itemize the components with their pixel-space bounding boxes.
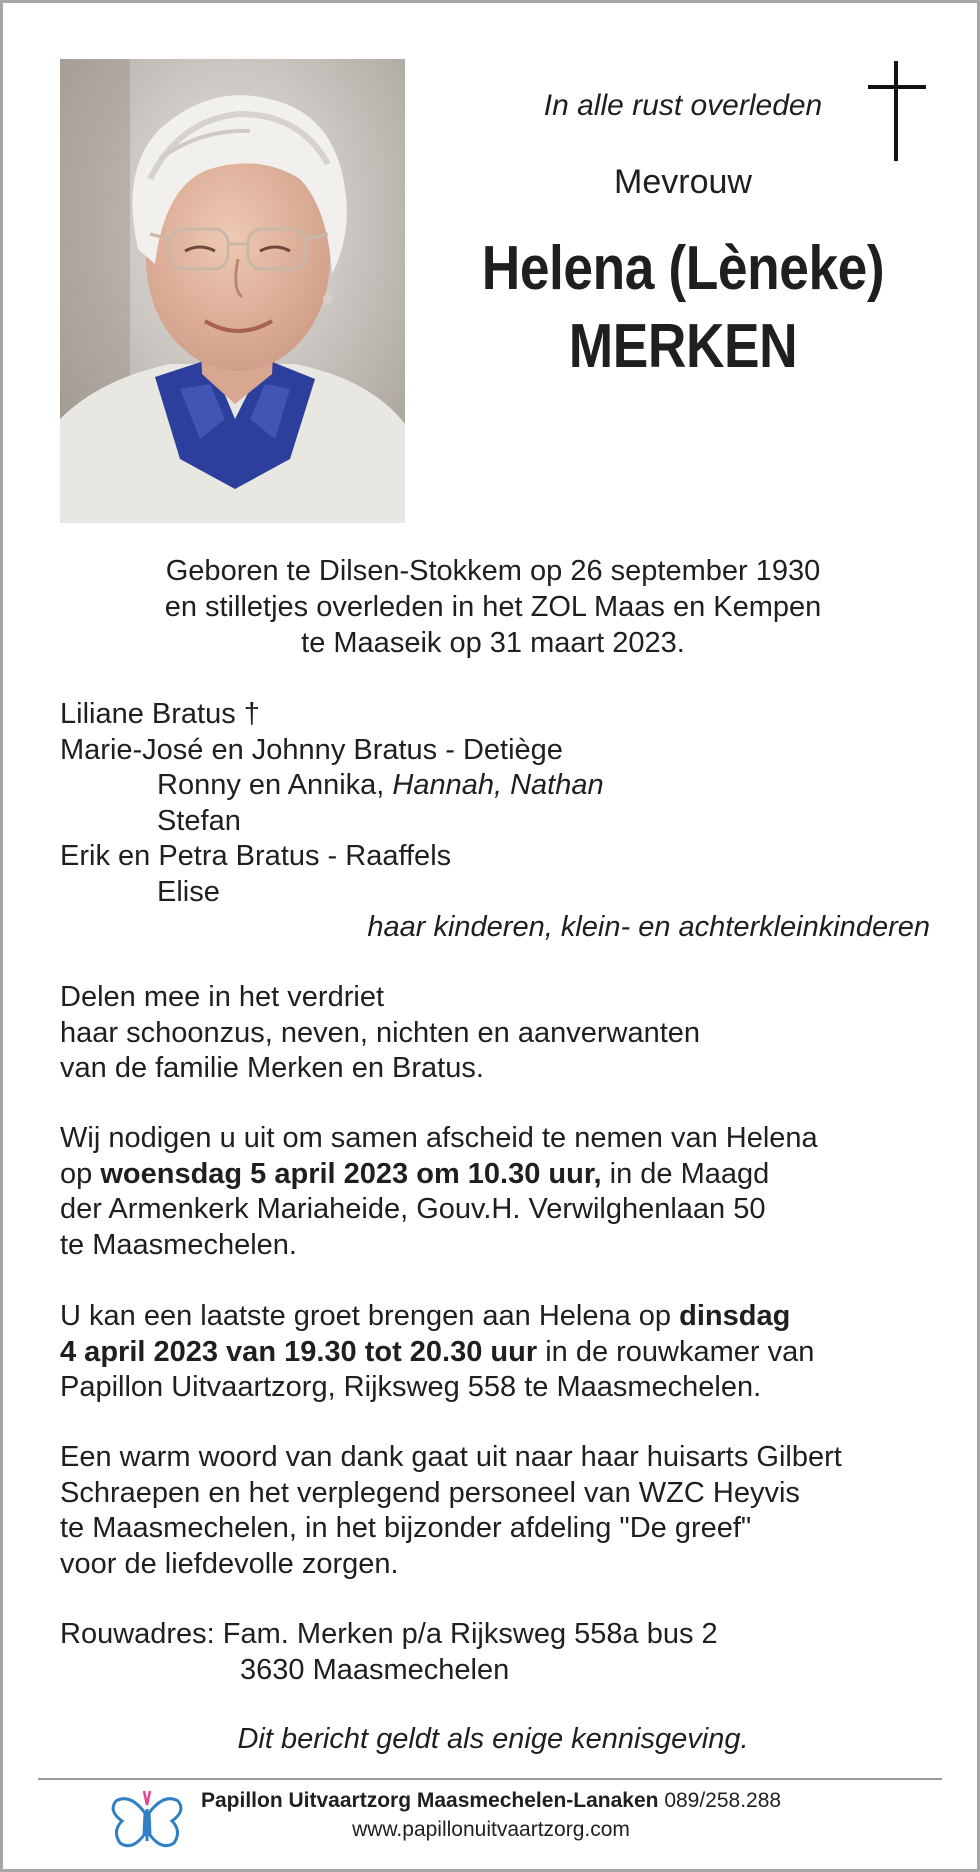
family-line: Liliane Bratus † bbox=[60, 698, 260, 730]
visitation-text: U kan een laatste groet brengen aan Helena op bbox=[60, 1300, 672, 1332]
family-list bbox=[60, 697, 930, 946]
visitation-line bbox=[60, 1299, 814, 1335]
address-line: 3630 Maasmechelen bbox=[240, 1653, 510, 1686]
grief-line: haar schoonzus, neven, nichten en aanverwanten bbox=[60, 1016, 701, 1049]
grief-paragraph bbox=[60, 980, 700, 1087]
footer-company-line bbox=[201, 1789, 781, 1813]
deceased-surname: MERKEN bbox=[568, 312, 798, 381]
funeral-text: in de Maagd bbox=[609, 1157, 770, 1190]
funeral-line: der Armenkerk Mariaheide, Gouv.H. Verwilghenlaan 50 bbox=[60, 1193, 766, 1225]
honorific: Mevrouw bbox=[614, 163, 752, 201]
birth-line: Geboren te Dilsen-Stokkem op 26 september 1930 bbox=[165, 555, 821, 587]
family-caption: haar kinderen, klein- en achterkleinkinderen bbox=[367, 911, 930, 943]
portrait-photo bbox=[60, 59, 405, 523]
family-line: Elise bbox=[157, 875, 220, 908]
funeral-text: op bbox=[60, 1157, 93, 1190]
intro-text: In alle rust overleden bbox=[543, 89, 823, 122]
funeral-line: te Maasmechelen. bbox=[60, 1228, 297, 1261]
funeral-line: Wij nodigen u uit om samen afscheid te nemen van Helena bbox=[60, 1122, 818, 1154]
family-line bbox=[60, 768, 930, 804]
death-place-line: te Maaseik op 31 maart 2023. bbox=[301, 627, 685, 659]
funeral-paragraph bbox=[60, 1121, 818, 1263]
death-line: en stilletjes overleden in het ZOL Maas en Kempen bbox=[164, 591, 822, 623]
funeral-datetime: woensdag 5 april 2023 om 10.30 uur, bbox=[100, 1157, 602, 1190]
company-website[interactable]: www.papillonuitvaartzorg.com bbox=[352, 1818, 630, 1841]
thanks-line: voor de liefdevolle zorgen. bbox=[60, 1547, 399, 1580]
family-names: Ronny en Annika, bbox=[157, 769, 385, 801]
visitation-line bbox=[60, 1335, 814, 1371]
company-name: Papillon Uitvaartzorg Maasmechelen-Lanaken bbox=[201, 1789, 659, 1812]
visitation-datetime: 4 april 2023 van 19.30 tot 20.30 uur bbox=[60, 1335, 538, 1368]
closing-notice: Dit bericht geldt als enige kennisgeving. bbox=[237, 1723, 749, 1755]
family-line: Stefan bbox=[157, 804, 241, 837]
thanks-paragraph bbox=[60, 1440, 842, 1582]
visitation-paragraph bbox=[60, 1299, 814, 1406]
company-phone[interactable]: 089/258.288 bbox=[664, 1789, 782, 1812]
grief-line: Delen mee in het verdriet bbox=[60, 981, 384, 1013]
footer-divider bbox=[38, 1778, 942, 1780]
butterfly-logo-icon bbox=[108, 1783, 186, 1853]
grief-line: van de familie Merken en Bratus. bbox=[60, 1052, 484, 1084]
address-line: Rouwadres: Fam. Merken p/a Rijksweg 558a bus 2 bbox=[60, 1618, 718, 1650]
thanks-line: Een warm woord van dank gaat uit naar haar huisarts Gilbert bbox=[60, 1441, 842, 1473]
mourning-address bbox=[60, 1617, 718, 1688]
thanks-line: Schraepen en het verplegend personeel van WZC Heyvis bbox=[60, 1476, 800, 1509]
portrait-illustration bbox=[60, 59, 405, 523]
family-line: Erik en Petra Bratus - Raaffels bbox=[60, 840, 452, 872]
birth-death-statement bbox=[63, 553, 923, 661]
visitation-line: Papillon Uitvaartzorg, Rijksweg 558 te Maasmechelen. bbox=[60, 1371, 762, 1403]
deceased-first-name: Helena (Lèneke) bbox=[481, 234, 885, 303]
visitation-text: in de rouwkamer van bbox=[545, 1335, 815, 1368]
great-grandchildren: Hannah, Nathan bbox=[392, 769, 604, 801]
family-line: Marie-José en Johnny Bratus - Detiège bbox=[60, 733, 563, 766]
funeral-line bbox=[60, 1157, 818, 1193]
visitation-day: dinsdag bbox=[679, 1300, 791, 1332]
thanks-line: te Maasmechelen, in het bijzonder afdeling "De greef" bbox=[60, 1512, 752, 1544]
